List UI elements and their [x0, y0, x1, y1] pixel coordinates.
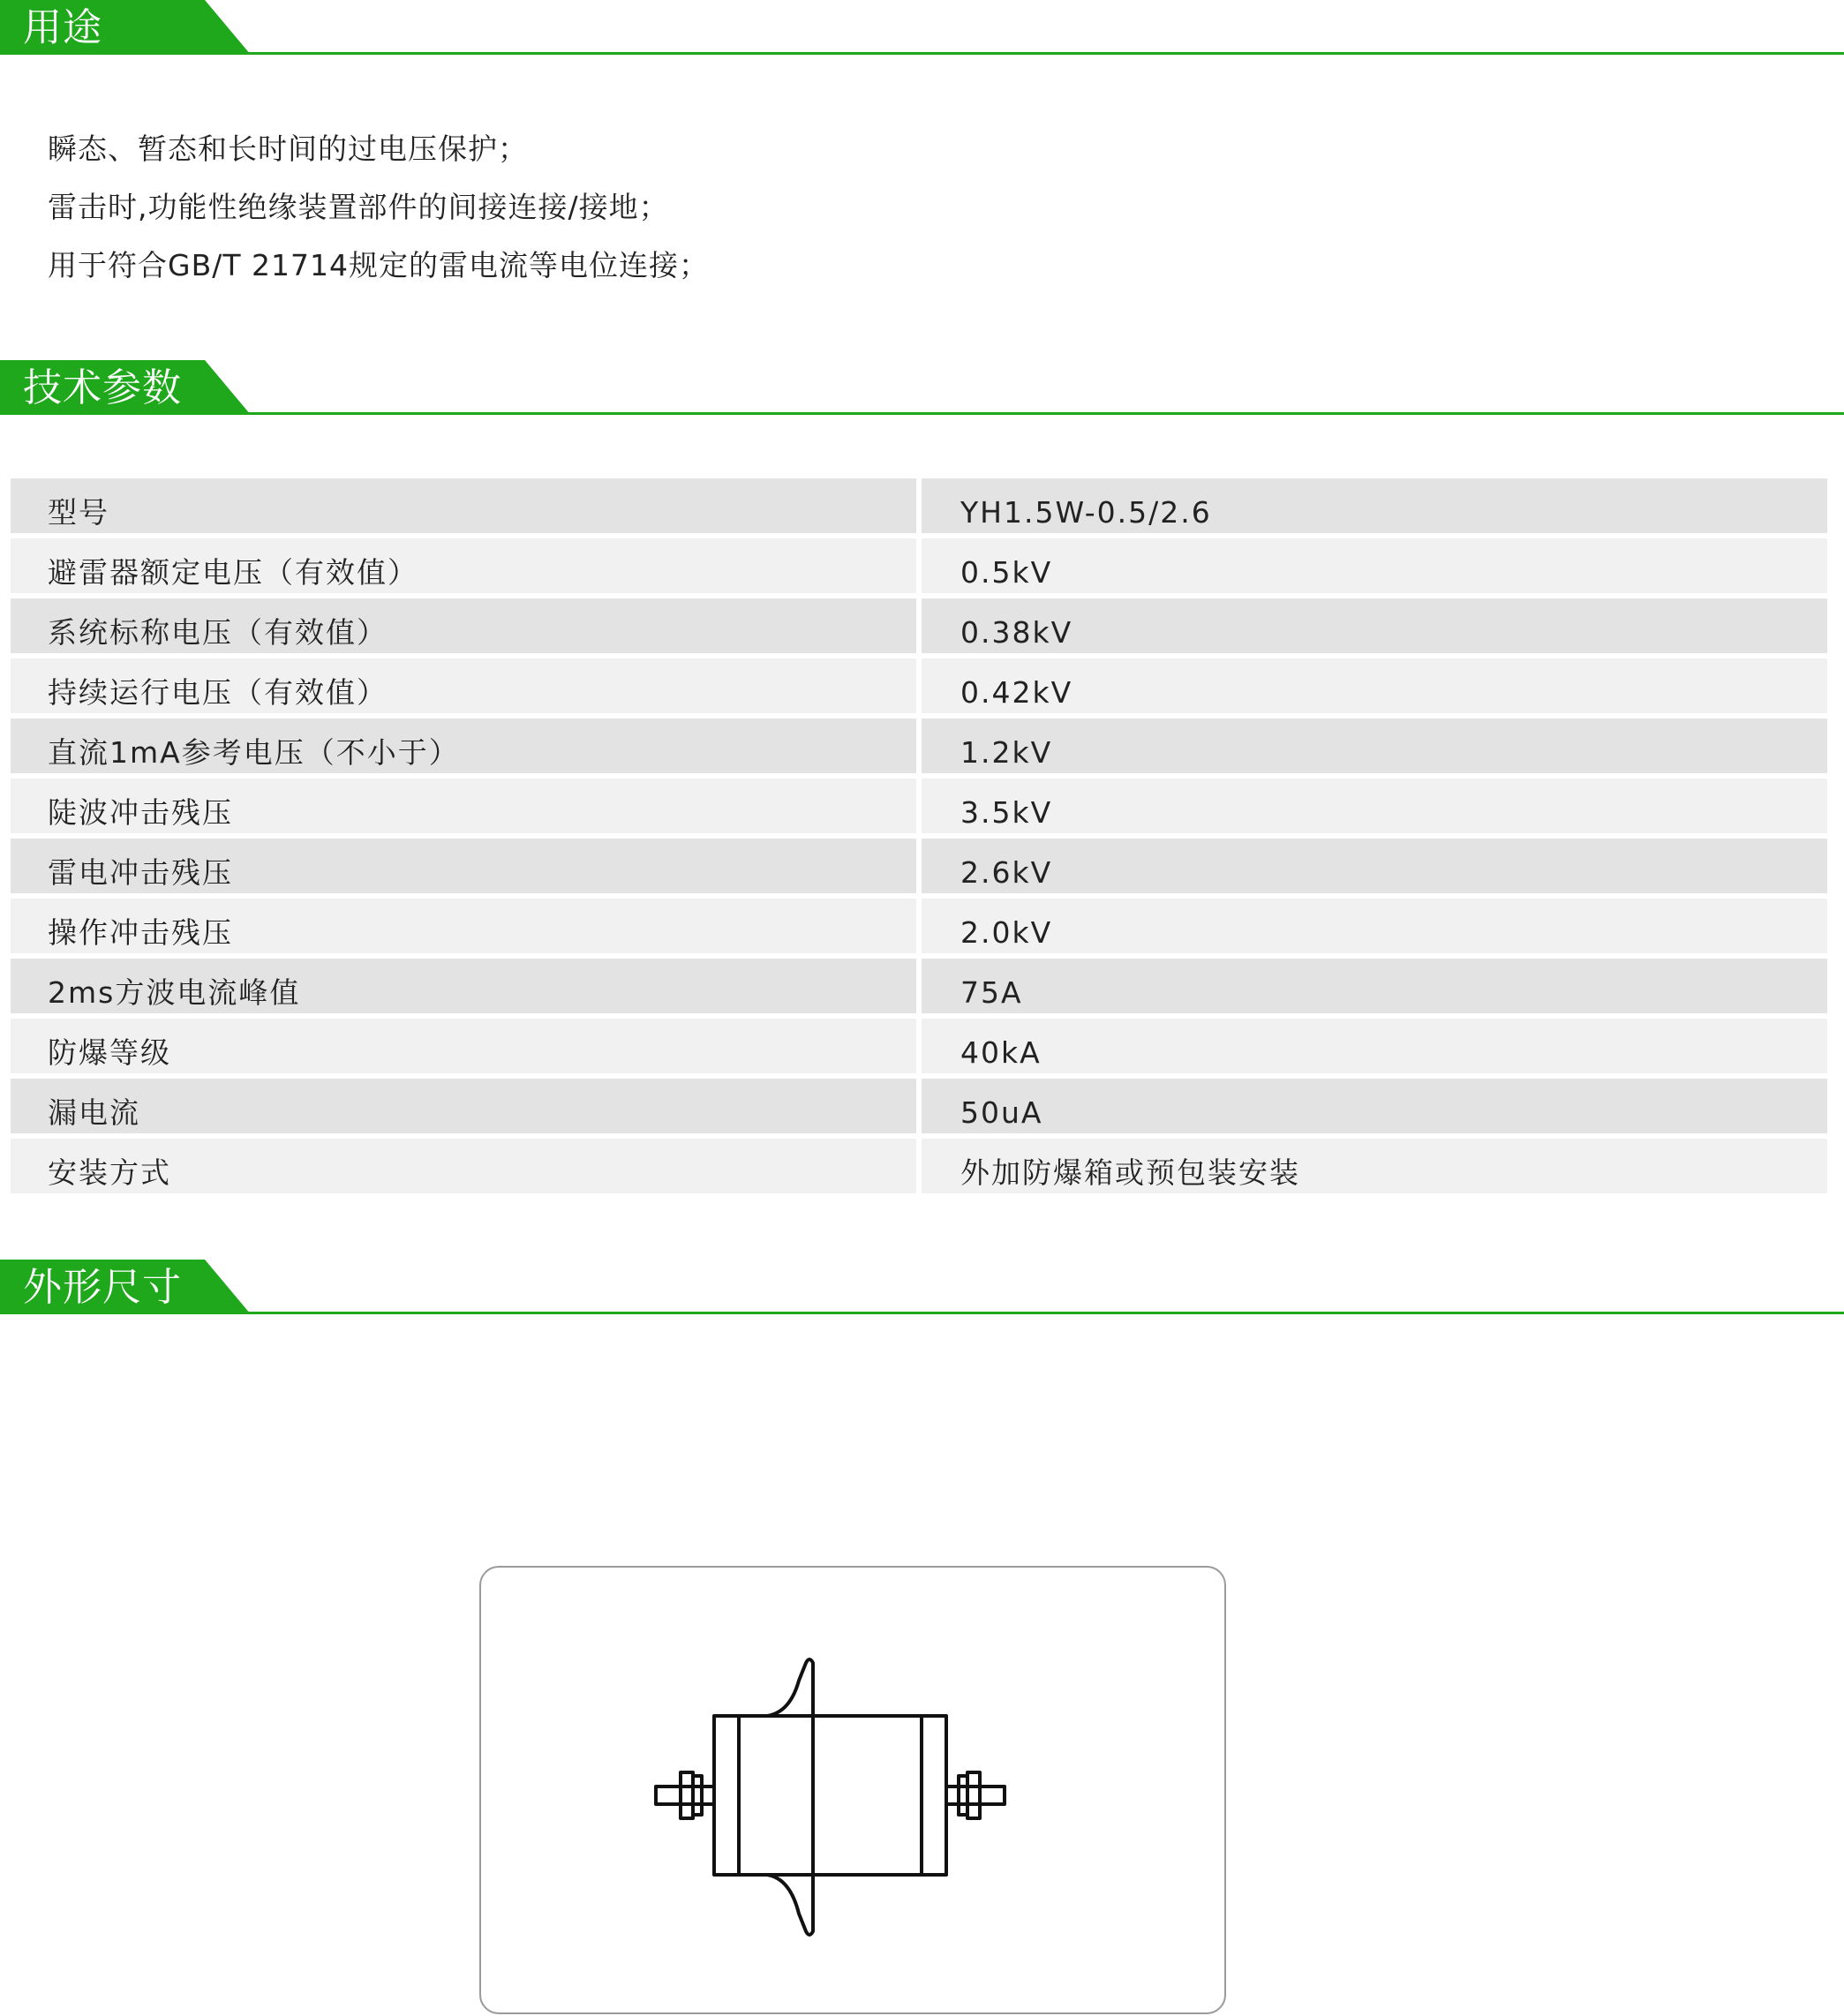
table-row [11, 1019, 1827, 1073]
table-row [11, 1139, 1827, 1193]
spec-label: 安装方式 [11, 1139, 916, 1193]
spec-value: 40kA [922, 1019, 1827, 1073]
spec-label: 持续运行电压（有效值） [11, 658, 916, 713]
spec-value: 75A [922, 959, 1827, 1013]
center-flange [714, 1659, 813, 1935]
spec-label: 雷电冲击残压 [11, 839, 916, 893]
table-row [11, 959, 1827, 1013]
spec-value: 0.5kV [922, 538, 1827, 593]
left-terminal-stud [656, 1787, 714, 1804]
table-row [11, 779, 1827, 833]
dimensions-section-header [0, 1260, 1844, 1316]
usage-list [48, 120, 709, 295]
spec-value: YH1.5W-0.5/2.6 [922, 478, 1827, 533]
right-terminal-nut [967, 1772, 980, 1818]
table-row [11, 839, 1827, 893]
spec-label: 防爆等级 [11, 1019, 916, 1073]
spec-value: 外加防爆箱或预包装安装 [922, 1139, 1827, 1193]
spec-value: 2.0kV [922, 899, 1827, 953]
product-drawing-frame [479, 1566, 1226, 2014]
section-divider [0, 412, 1844, 415]
table-row [11, 538, 1827, 593]
table-row [11, 598, 1827, 653]
spec-value: 0.42kV [922, 658, 1827, 713]
left-terminal-washer [693, 1776, 702, 1815]
spec-value: 2.6kV [922, 839, 1827, 893]
usage-item: 瞬态、暂态和长时间的过电压保护； [48, 132, 528, 166]
arrester-outline-drawing [481, 1568, 1228, 2016]
specs-section-header [0, 360, 1844, 417]
usage-section-header [0, 0, 1844, 56]
right-terminal-washer [959, 1776, 967, 1815]
spec-value: 0.38kV [922, 598, 1827, 653]
spec-label: 直流1mA参考电压（不小于） [11, 718, 916, 773]
spec-label: 操作冲击残压 [11, 899, 916, 953]
usage-item: 雷击时,功能性绝缘装置部件的间接连接/接地； [48, 190, 669, 224]
spec-value: 3.5kV [922, 779, 1827, 833]
table-row [11, 718, 1827, 773]
spec-label: 陡波冲击残压 [11, 779, 916, 833]
usage-item: 用于符合GB/T 21714规定的雷电流等电位连接； [48, 248, 709, 282]
spec-value: 50uA [922, 1079, 1827, 1133]
spec-label: 型号 [11, 478, 916, 533]
table-row [11, 899, 1827, 953]
spec-value: 1.2kV [922, 718, 1827, 773]
usage-section-title: 用途 [23, 5, 102, 50]
table-row [11, 658, 1827, 713]
spec-table [11, 478, 1827, 1199]
left-terminal-nut [681, 1772, 693, 1818]
right-terminal-stud [946, 1787, 1005, 1804]
table-row [11, 1079, 1827, 1133]
section-divider [0, 52, 1844, 55]
spec-label: 2ms方波电流峰值 [11, 959, 916, 1013]
spec-label: 避雷器额定电压（有效值） [11, 538, 916, 593]
arrester-body [714, 1716, 946, 1875]
spec-label: 漏电流 [11, 1079, 916, 1133]
dimensions-section-title: 外形尺寸 [23, 1265, 182, 1310]
table-row [11, 478, 1827, 533]
section-divider [0, 1312, 1844, 1314]
specs-section-title: 技术参数 [23, 365, 182, 410]
spec-label: 系统标称电压（有效值） [11, 598, 916, 653]
